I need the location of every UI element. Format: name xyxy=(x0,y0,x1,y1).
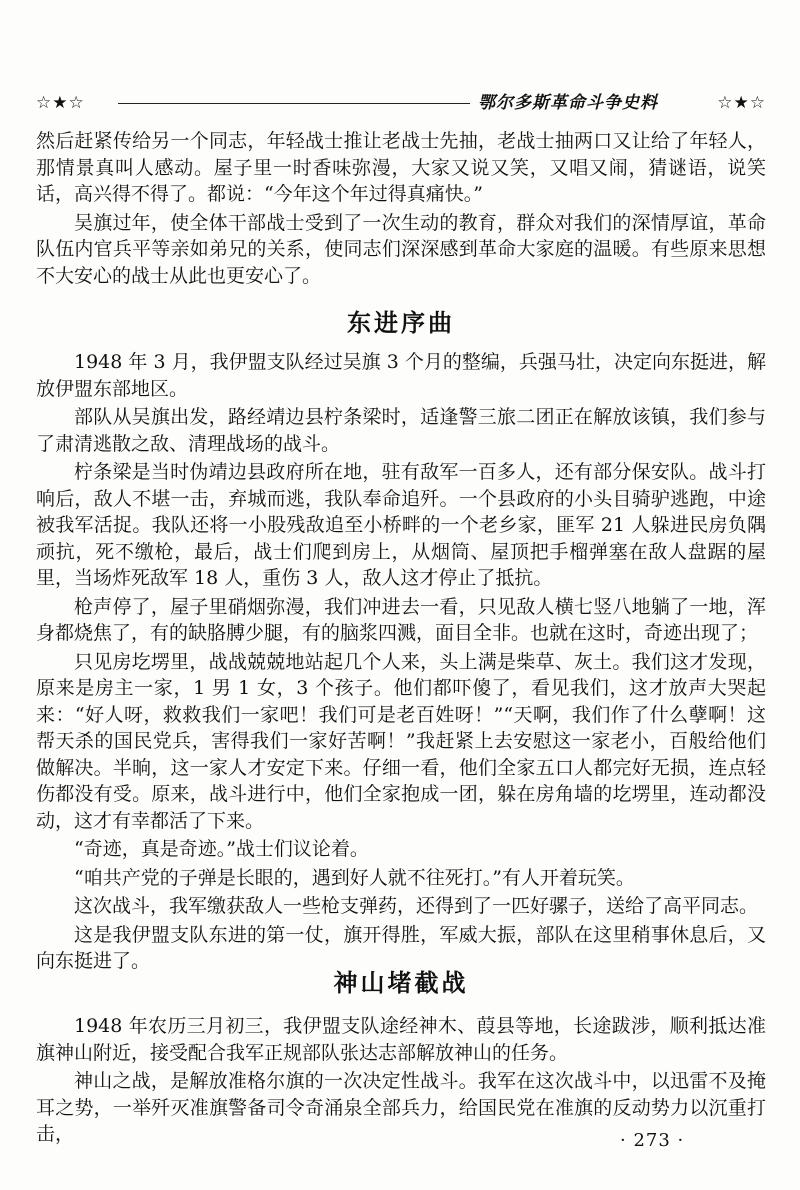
section-heading: 神山堵截战 xyxy=(333,968,469,997)
paragraph: 这是我伊盟支队东进的第一仗，旗开得胜，军威大振，部队在这里稍事休息后，又向东挺进了。 xyxy=(36,923,766,972)
text-block-east-advance xyxy=(36,349,766,977)
paragraph: 枪声停了，屋子里硝烟弥漫，我们冲进去一看，只见敌人横七竖八地躺了一地，浑身都烧焦了，有的缺胳膊少腿，有的脑浆四溅，面目全非。也就在这时，奇迹出现了； xyxy=(36,595,766,644)
paragraph: “咱共产党的子弹是长眼的，遇到好人就不往死打。”有人开着玩笑。 xyxy=(74,866,635,889)
paragraph: 神山之战，是解放准格尔旗的一次决定性战斗。我军在这次战斗中，以迅雷不及掩耳之势，一举歼灭准旗警备司令奇涌泉全部兵力，给国民党在准旗的反动势力以沉重打击， xyxy=(36,1070,766,1145)
paragraph: 只见房圪塄里，战战兢兢地站起几个人来，头上满是柴草、灰土。我们这才发现，原来是房主一家，1 男 1 女，3 个孩子。他们都吓傻了，看见我们，这才放声大哭起来：“好人呀，救救我们一家吧！我们可是老百姓呀！”“天啊，我们作了什么孽啊！这帮天杀的国民党兵，害得我们一家好苦啊！”我赶紧上去安慰这一家老小，百般给他们做解决。半晌，这一家人才安定下来。仔细一看，他们全家五口人都完好无损，连点轻伤都没有受。原来，战斗进行中，他们全家抱成一团，躲在房角墙的圪塄里，连动都没动，这才有幸都活了下来。 xyxy=(36,650,766,832)
header-stars-left: ☆★☆ xyxy=(36,93,85,113)
section-shenshan-battle xyxy=(36,970,766,997)
running-header xyxy=(36,92,766,114)
header-rule xyxy=(118,103,470,104)
paragraph: 柠条梁是当时伪靖边县政府所在地，驻有敌军一百多人，还有部分保安队。战斗打响后，敌人不堪一击，弃城而逃，我队奉命追歼。一个县政府的小头目骑驴逃跑，中途被我军活捉。我队还将一小股残敌追至小桥畔的一个老乡家，匪军 21 人躲进民房负隅顽抗，死不缴枪，最后，战士们爬到房上，从烟筒、屋顶把手榴弹塞在敌人盘踞的屋里，当场炸死敌军 18 人，重伤 3 人，敌人这才停止了抵抗。 xyxy=(36,461,766,589)
section-heading: 东进序曲 xyxy=(347,308,455,337)
paragraph: 部队从吴旗出发，路经靖边县柠条梁时，适逢警三旅二团正在解放该镇，我们参与了肃清逃散之敌、清理战场的战斗。 xyxy=(36,406,766,455)
paragraph: 1948 年 3 月，我伊盟支队经过吴旗 3 个月的整编，兵强马壮，决定向东挺进，解放伊盟东部地区。 xyxy=(36,351,766,400)
paragraph: “奇迹，真是奇迹。”战士们议论着。 xyxy=(74,838,369,860)
paragraph: 然后赶紧传给另一个同志，年轻战士推让老战士先抽，老战士抽两口又让给了年轻人，那情景真叫人感动。屋子里一时香味弥漫，大家又说又笑，又唱又闹，猜谜语，说笑话，高兴得不得了。都说：“今年这个年过得真痛快。” xyxy=(36,130,766,205)
text-block-intro xyxy=(36,128,766,291)
header-title: 鄂尔多斯革命斗争史料 xyxy=(478,93,658,113)
section-east-advance xyxy=(36,310,766,337)
paragraph: 这次战斗，我军缴获敌人一些枪支弹药，还得到了一匹好骡子，送给了高平同志。 xyxy=(74,895,759,917)
paragraph: 吴旗过年，使全体干部战士受到了一次生动的教育，群众对我们的深情厚谊，革命队伍内官兵平等亲如弟兄的关系，使同志们深深感到革命大家庭的温暖。有些原来思想不大安心的战士从此也更安心了。 xyxy=(36,211,766,287)
paragraph: 1948 年农历三月初三，我伊盟支队途经神木、葭县等地，长途跋涉，顺利抵达准旗神山附近，接受配合我军正规部队张达志部解放神山的任务。 xyxy=(36,1015,766,1064)
page-number: · 273 · xyxy=(620,1130,685,1151)
header-stars-right: ☆★☆ xyxy=(717,93,766,113)
